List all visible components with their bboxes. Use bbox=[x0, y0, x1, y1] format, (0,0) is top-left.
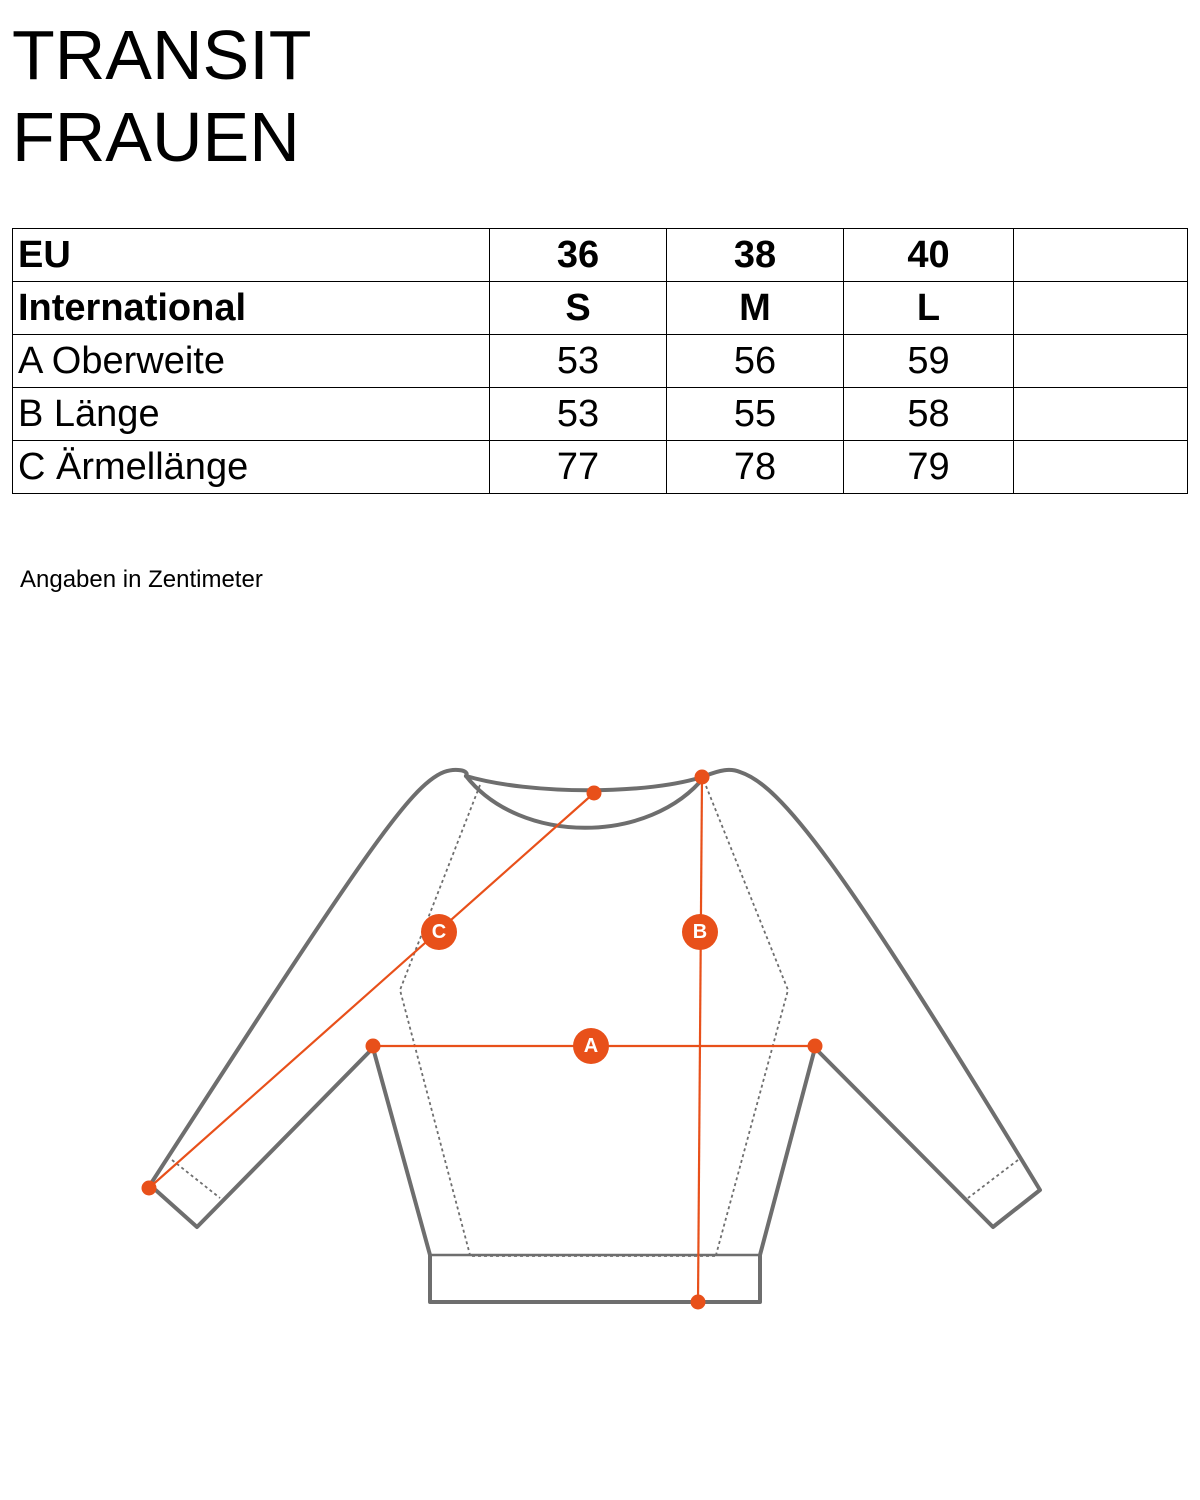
table-cell: L bbox=[844, 282, 1014, 335]
table-cell: 58 bbox=[844, 388, 1014, 441]
size-table bbox=[12, 228, 1188, 494]
table-row-eu bbox=[13, 229, 1188, 282]
right-raglan-seam bbox=[706, 786, 788, 1255]
marker-c-label: C bbox=[431, 921, 447, 943]
table-cell bbox=[1014, 441, 1188, 494]
table-cell: 77 bbox=[490, 441, 667, 494]
table-cell: 38 bbox=[667, 229, 844, 282]
table-cell bbox=[1014, 229, 1188, 282]
sweater-measurement-diagram bbox=[0, 700, 1200, 1340]
row-label: B Länge bbox=[13, 388, 490, 441]
table-row-oberweite bbox=[13, 335, 1188, 388]
table-cell bbox=[1014, 282, 1188, 335]
table-cell: 79 bbox=[844, 441, 1014, 494]
right-cuff-seam bbox=[968, 1160, 1018, 1198]
measure-a-start-dot bbox=[366, 1039, 381, 1054]
table-cell: 40 bbox=[844, 229, 1014, 282]
table-cell: 55 bbox=[667, 388, 844, 441]
table-cell: 53 bbox=[490, 335, 667, 388]
table-cell bbox=[1014, 388, 1188, 441]
row-label: C Ärmellänge bbox=[13, 441, 490, 494]
units-note: Angaben in Zentimeter bbox=[20, 566, 263, 593]
measure-c-start-dot bbox=[587, 786, 602, 801]
table-cell: M bbox=[667, 282, 844, 335]
measure-b-line bbox=[698, 777, 702, 1302]
table-cell: 78 bbox=[667, 441, 844, 494]
measure-b-start-dot bbox=[695, 770, 710, 785]
left-cuff-seam bbox=[172, 1160, 220, 1198]
row-label: A Oberweite bbox=[13, 335, 490, 388]
page-title bbox=[12, 14, 311, 178]
table-cell: 59 bbox=[844, 335, 1014, 388]
title-line-1: TRANSIT bbox=[12, 16, 312, 94]
row-label: EU bbox=[13, 229, 490, 282]
table-cell: 36 bbox=[490, 229, 667, 282]
title-line-2: FRAUEN bbox=[12, 98, 300, 176]
measure-c-end-dot bbox=[142, 1181, 157, 1196]
measure-a-end-dot bbox=[808, 1039, 823, 1054]
table-cell: 56 bbox=[667, 335, 844, 388]
table-cell: 53 bbox=[490, 388, 667, 441]
table-row-aermellaenge bbox=[13, 441, 1188, 494]
marker-b-label: B bbox=[692, 921, 708, 943]
measure-b-end-dot bbox=[691, 1295, 706, 1310]
neckline-outer bbox=[466, 776, 705, 790]
table-cell: S bbox=[490, 282, 667, 335]
table-row-international bbox=[13, 282, 1188, 335]
row-label: International bbox=[13, 282, 490, 335]
table-row-laenge bbox=[13, 388, 1188, 441]
marker-a-label: A bbox=[583, 1035, 599, 1057]
table-cell bbox=[1014, 335, 1188, 388]
